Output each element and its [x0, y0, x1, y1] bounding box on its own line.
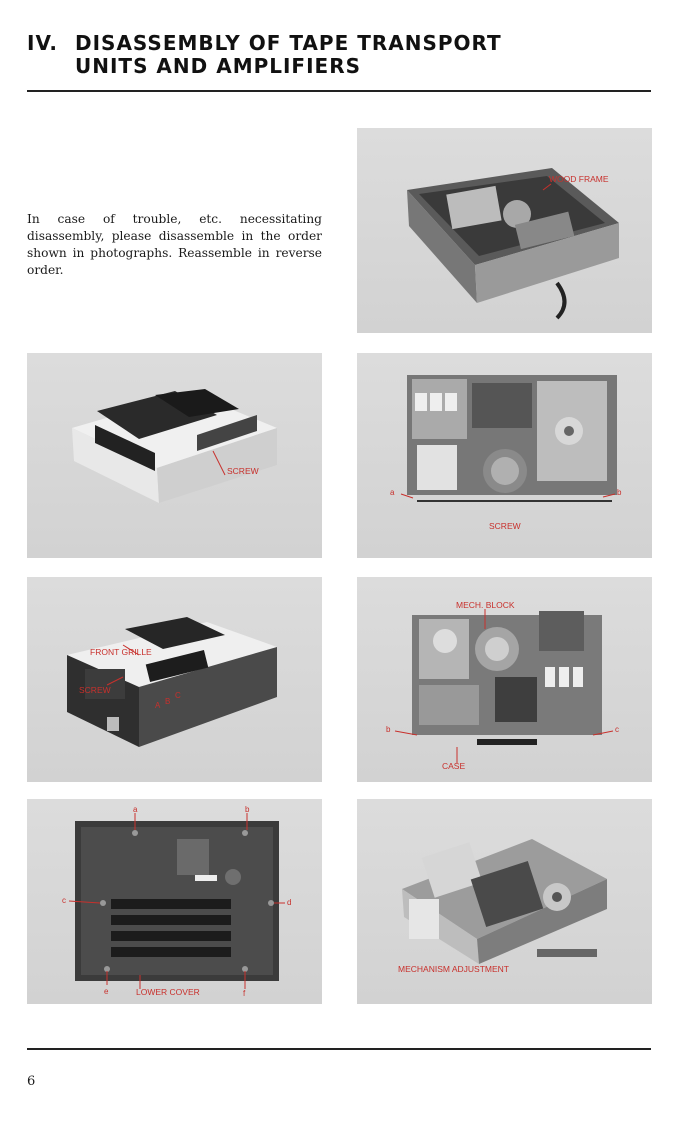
photo-3-label-d: d	[287, 898, 292, 907]
photo-4-label-wood-frame: WOOD FRAME	[549, 174, 609, 184]
photo-6-label-b: b	[386, 725, 391, 734]
heading-line-2: UNITS AND AMPLIFIERS	[75, 54, 362, 78]
photo-2-label-screw: SCREW	[79, 685, 111, 695]
heading-line-1: DISASSEMBLY OF TAPE TRANSPORT	[75, 31, 502, 55]
photo-6	[357, 577, 652, 782]
photo-6-label-mech-block: MECH. BLOCK	[456, 600, 515, 610]
photo-7-label-mechanism-adjustment: MECHANISM ADJUSTMENT	[398, 964, 509, 974]
photo-3-label-lower-cover: LOWER COVER	[136, 987, 200, 997]
photo-1-illustration	[27, 353, 322, 558]
section-number: IV.	[27, 31, 58, 55]
photo-6-label-c: c	[615, 725, 619, 734]
photo-2	[27, 577, 322, 782]
photo-3-label-f: f	[243, 989, 246, 998]
photo-2-label-a: A	[155, 701, 161, 710]
intro-paragraph: In case of trouble, etc. necessitating disassembly, please disassemble in the order shown in photographs. Reassemble in reverse order.	[27, 212, 322, 277]
photo-3-label-b: b	[245, 805, 250, 814]
page-number: 6	[27, 1074, 36, 1089]
photo-5-label-screw: SCREW	[489, 521, 521, 531]
photo-3	[27, 799, 322, 1004]
section-heading	[27, 32, 502, 78]
photo-6-label-case: CASE	[442, 761, 466, 771]
header-rule	[27, 90, 651, 92]
photo-3-label-a: a	[133, 805, 138, 814]
photo-1	[27, 353, 322, 558]
photo-5-label-b: b	[617, 488, 622, 497]
photo-2-illustration	[27, 577, 322, 782]
footer-rule	[27, 1048, 651, 1050]
photo-3-label-e: e	[104, 987, 109, 996]
photo-7	[357, 799, 652, 1004]
photo-5	[357, 353, 652, 558]
photo-2-label-c: C	[175, 691, 181, 700]
photo-1-label-screw: SCREW	[227, 466, 259, 476]
photo-3-label-c: c	[62, 896, 66, 905]
photo-3-illustration	[27, 799, 322, 1004]
photo-2-label-b: B	[165, 697, 171, 706]
photo-5-label-a: a	[390, 488, 395, 497]
photo-2-label-front-grille: FRONT GRILLE	[90, 647, 152, 657]
photo-4	[357, 128, 652, 333]
photo-4-illustration	[357, 128, 652, 333]
